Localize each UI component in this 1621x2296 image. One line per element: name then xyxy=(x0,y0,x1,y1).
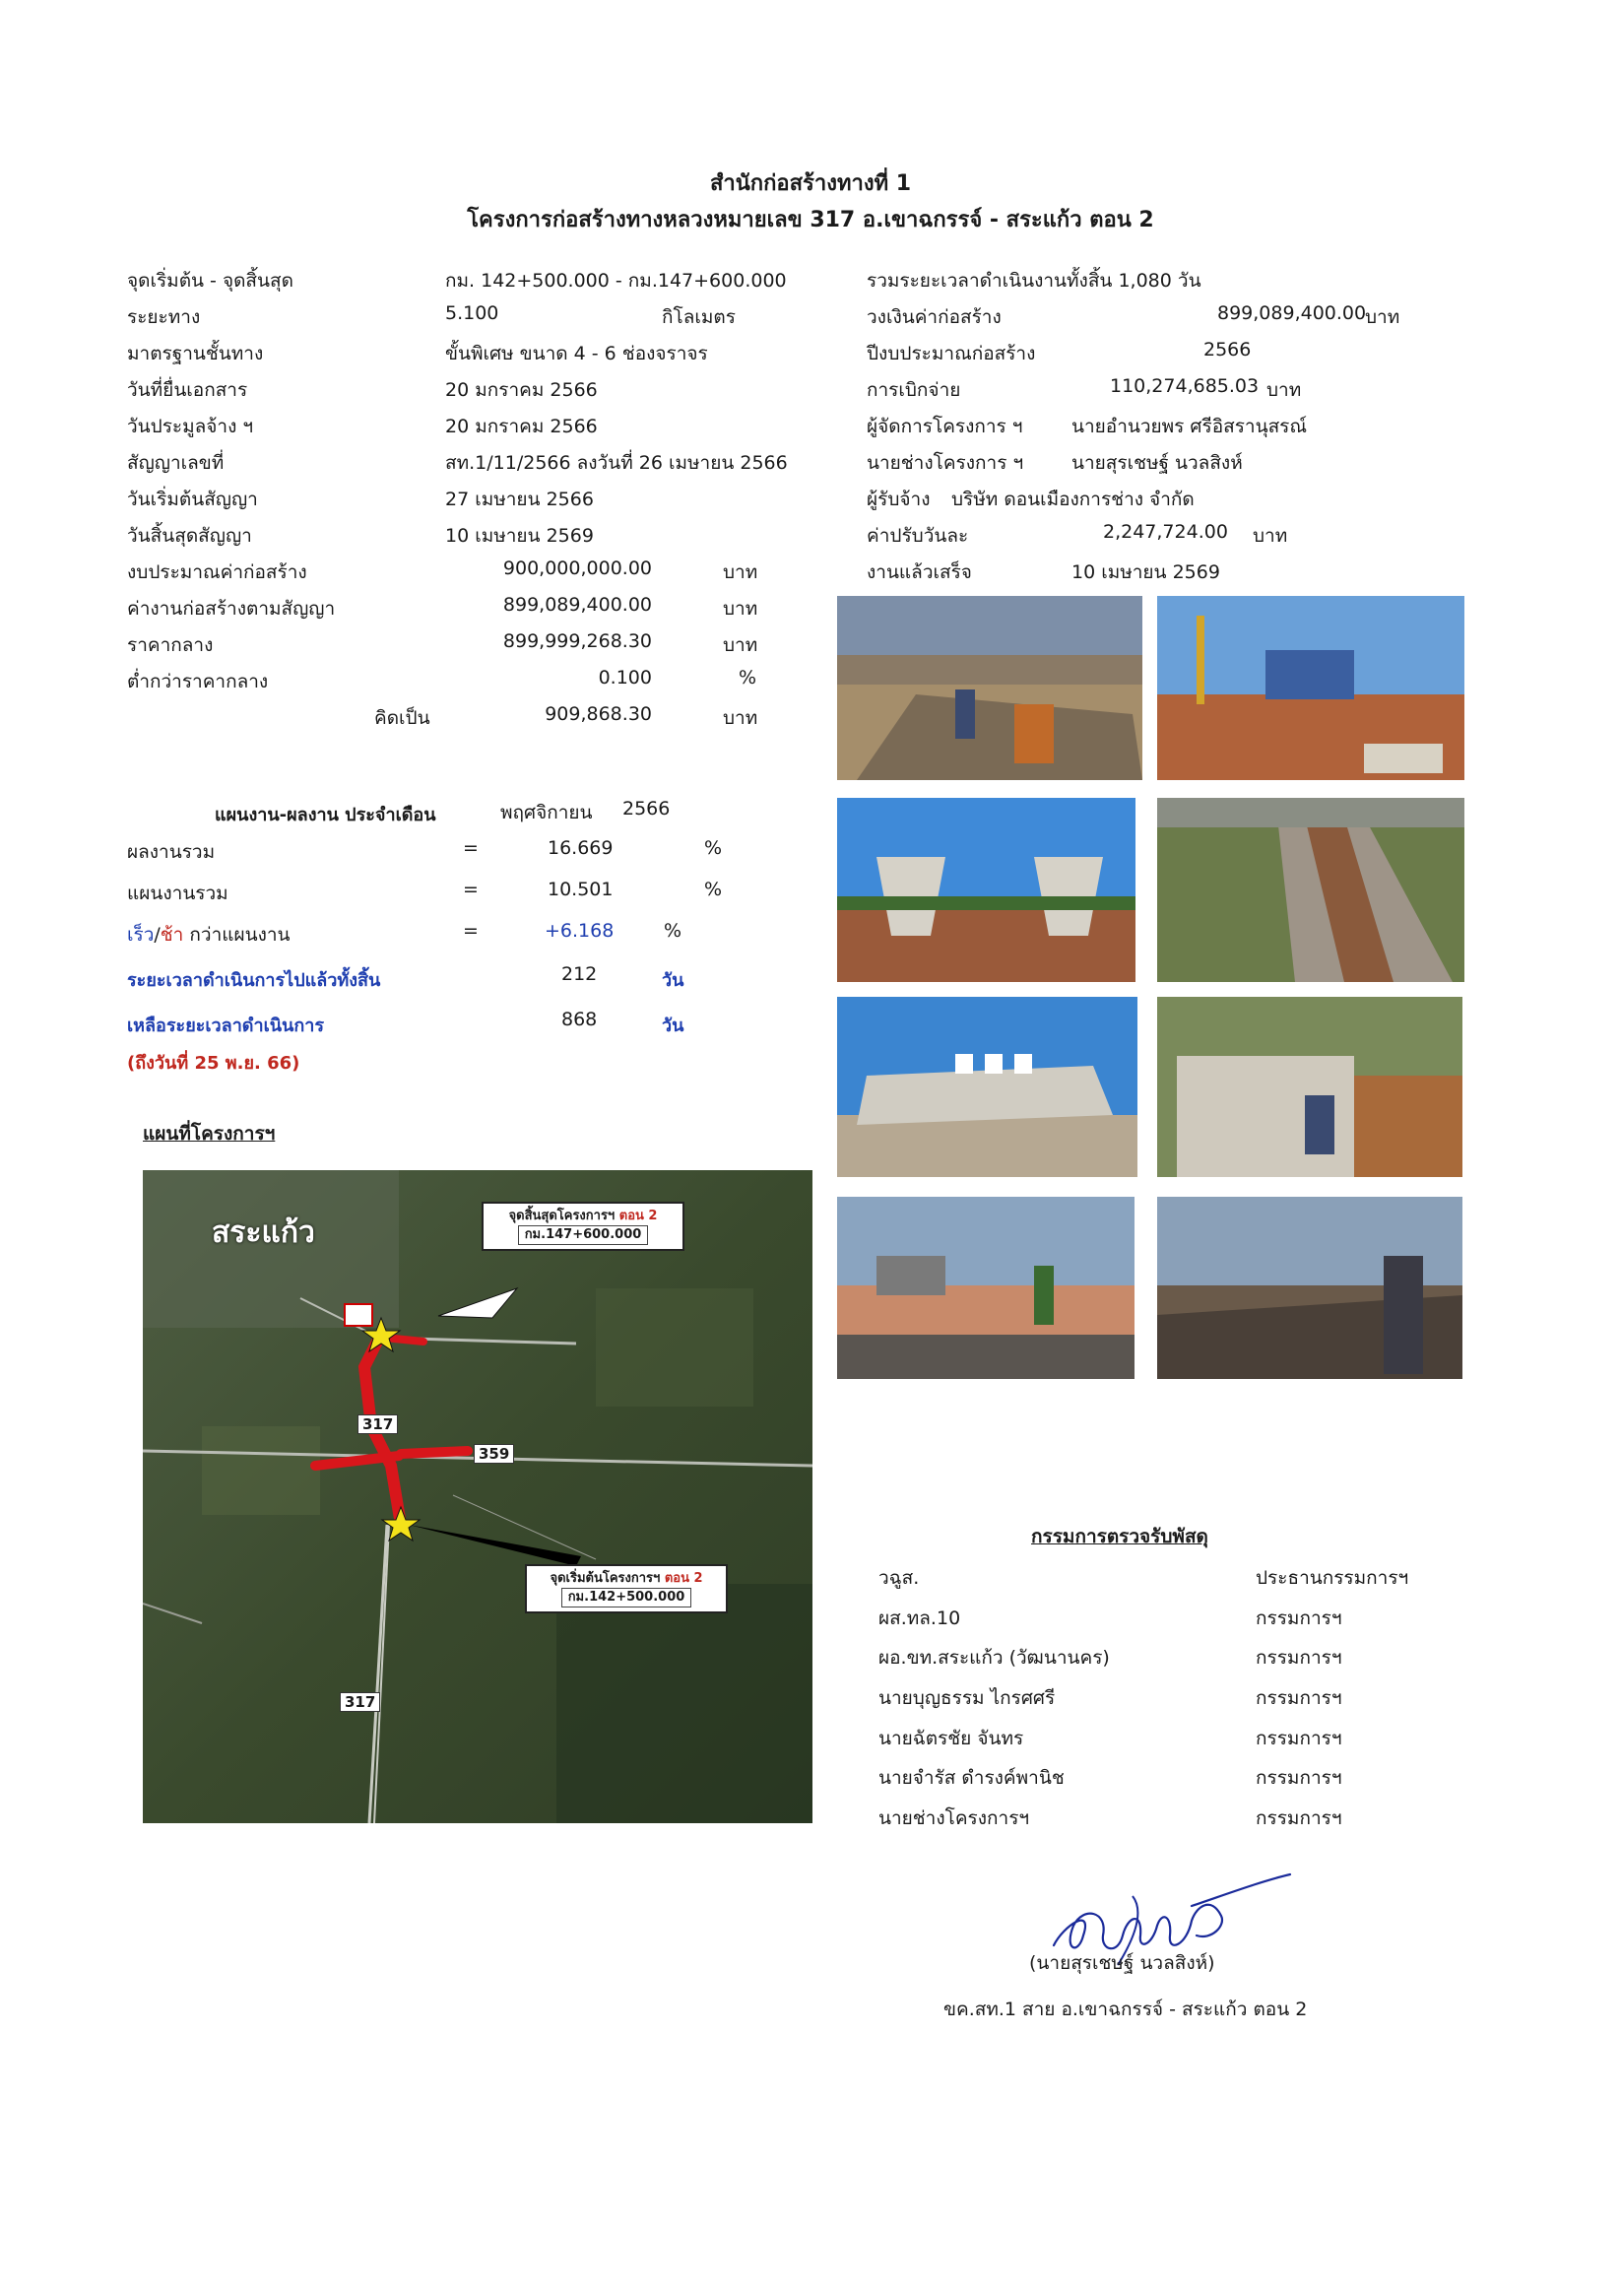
budget-unit: บาท xyxy=(723,634,758,656)
elapsed-label: ระยะเวลาดำเนินการไปแล้วทั้งสิ้น xyxy=(127,970,381,991)
progress-value: 10.501 xyxy=(548,879,614,900)
info-value: สท.1/11/2566 ลงวันที่ 26 เมษายน 2566 xyxy=(445,452,788,474)
budget-label: งบประมาณค่าก่อสร้าง xyxy=(127,561,307,583)
info-unit: บาท xyxy=(1253,525,1288,547)
committee-member-name: นายบุญธรรม ไกรศศรี xyxy=(878,1687,1056,1709)
budget-label: ต่ำกว่าราคากลาง xyxy=(127,671,269,692)
info-value: 2566 xyxy=(1203,339,1252,361)
info-label: ระยะทาง xyxy=(127,306,201,328)
progress-label: ผลงานรวม xyxy=(127,841,216,863)
info-label: มาตรฐานชั้นทาง xyxy=(127,343,264,364)
budget-value: 899,999,268.30 xyxy=(502,630,652,652)
budget-unit: % xyxy=(739,667,757,689)
construction-photo xyxy=(837,1197,1135,1379)
info-value: 2,247,724.00 xyxy=(1103,521,1228,543)
callout-title: จุดสิ้นสุดโครงการฯ xyxy=(508,1209,619,1223)
photo-image xyxy=(837,798,1135,982)
info-value: ขั้นพิเศษ ขนาด 4 - 6 ช่องจราจร xyxy=(445,343,708,364)
progress-eq: = xyxy=(463,837,479,859)
construction-photo xyxy=(837,997,1137,1177)
route-shield: 317 xyxy=(340,1692,380,1712)
info-label: รวมระยะเวลาดำเนินงานทั้งสิ้น 1,080 วัน xyxy=(867,270,1201,292)
slow-label: ช้า xyxy=(160,924,184,946)
info-value: 110,274,685.03 xyxy=(1110,375,1260,397)
info-label: การเบิกจ่าย xyxy=(867,379,961,401)
elapsed-unit: วัน xyxy=(662,970,684,991)
info-label: สัญญาเลขที่ xyxy=(127,452,225,474)
info-value: 10 เมษายน 2569 xyxy=(1071,561,1220,583)
budget-label: ค่างานก่อสร้างตามสัญญา xyxy=(127,598,336,620)
photo-image xyxy=(837,1197,1135,1379)
remain-label: เหลือระยะเวลาดำเนินการ xyxy=(127,1016,325,1036)
info-label: วันประมูลจ้าง ฯ xyxy=(127,416,254,437)
office-title: สำนักก่อสร้างทางที่ 1 xyxy=(709,171,912,196)
committee-member-role: กรรมการฯ xyxy=(1256,1607,1342,1629)
signatory-position: ขค.สท.1 สาย อ.เขาฉกรรจ์ - สระแก้ว ตอน 2 xyxy=(943,1999,1308,2020)
photo-image xyxy=(837,997,1137,1177)
committee-member-name: ผอ.ขท.สระแก้ว (วัฒนานคร) xyxy=(878,1647,1110,1669)
info-label: งานแล้วเสร็จ xyxy=(867,561,972,583)
info-value: 20 มกราคม 2566 xyxy=(445,379,598,401)
info-value: กม. 142+500.000 - กม.147+600.000 xyxy=(445,270,787,292)
construction-photo xyxy=(1157,596,1464,780)
progress-unit: % xyxy=(664,920,682,942)
route-shield: 359 xyxy=(474,1444,514,1464)
signatory-name: (นายสุรเชษฐ์ นวลสิงห์) xyxy=(1029,1952,1215,1974)
info-label: ปีงบประมาณก่อสร้าง xyxy=(867,343,1036,364)
photo-image xyxy=(1157,1197,1462,1379)
info-label: วงเงินค่าก่อสร้าง xyxy=(867,306,1002,328)
remain-value: 868 xyxy=(561,1009,598,1030)
info-label: วันเริ่มต้นสัญญา xyxy=(127,489,258,510)
photo-image xyxy=(1157,596,1464,780)
info-value: 20 มกราคม 2566 xyxy=(445,416,598,437)
progress-title: แผนงาน-ผลงาน ประจำเดือน xyxy=(215,805,436,825)
info-value: นายอำนวยพร ศรีอิสรานุสรณ์ xyxy=(1071,416,1307,437)
progress-eq: = xyxy=(463,920,479,942)
info-value: นายสุรเชษฐ์ นวลสิงห์ xyxy=(1071,452,1243,474)
info-label: วันที่ยื่นเอกสาร xyxy=(127,379,248,401)
callout-km: กม.147+600.000 xyxy=(518,1225,649,1245)
info-value: 10 เมษายน 2569 xyxy=(445,525,594,547)
info-unit: บาท xyxy=(1365,306,1400,328)
construction-photo xyxy=(837,596,1142,780)
budget-unit: บาท xyxy=(723,561,758,583)
budget-value: 0.100 xyxy=(598,667,652,689)
budget-label: คิดเป็น xyxy=(374,707,430,729)
progress-eq: = xyxy=(463,879,479,900)
progress-month: พฤศจิกายน xyxy=(500,802,593,823)
committee-member-role: กรรมการฯ xyxy=(1256,1767,1342,1789)
committee-member-name: นายฉัตรชัย จันทร xyxy=(878,1728,1024,1749)
committee-member-role: กรรมการฯ xyxy=(1256,1647,1342,1669)
callout-section: ตอน 2 xyxy=(618,1209,658,1223)
project-map xyxy=(143,1170,812,1823)
committee-member-role: กรรมการฯ xyxy=(1256,1807,1342,1829)
progress-year: 2566 xyxy=(622,798,671,820)
end-point-callout xyxy=(482,1202,684,1251)
info-label: ผู้รับจ้าง xyxy=(867,489,931,510)
progress-unit: % xyxy=(704,879,723,900)
info-label: จุดเริ่มต้น - จุดสิ้นสุด xyxy=(127,270,293,292)
elapsed-value: 212 xyxy=(561,963,598,985)
progress-diff-value: +6.168 xyxy=(545,920,615,942)
budget-value: 909,868.30 xyxy=(545,703,652,725)
info-value: 27 เมษายน 2566 xyxy=(445,489,594,510)
committee-member-name: วฉูส. xyxy=(878,1567,920,1589)
info-value: 899,089,400.00 xyxy=(1217,302,1367,324)
info-value: 5.100 xyxy=(445,302,499,324)
map-town-label: สระแก้ว xyxy=(212,1215,315,1250)
fast-slow-separator: / xyxy=(154,924,161,946)
map-heading: แผนที่โครงการฯ xyxy=(143,1123,276,1145)
budget-unit: บาท xyxy=(723,598,758,620)
start-point-callout xyxy=(525,1564,728,1613)
budget-value: 900,000,000.00 xyxy=(502,558,652,579)
committee-member-role: กรรมการฯ xyxy=(1256,1687,1342,1709)
project-title: โครงการก่อสร้างทางหลวงหมายเลข 317 อ.เขาฉกรรจ์ - สระแก้ว ตอน 2 xyxy=(467,208,1154,232)
photo-image xyxy=(837,596,1142,780)
committee-title: กรรมการตรวจรับพัสดุ xyxy=(1031,1526,1208,1547)
committee-member-role: ประธานกรรมการฯ xyxy=(1256,1567,1409,1589)
callout-km: กม.142+500.000 xyxy=(561,1588,692,1607)
committee-member-name: ผส.ทล.10 xyxy=(878,1607,961,1629)
as-of-date: (ถึงวันที่ 25 พ.ย. 66) xyxy=(127,1053,300,1074)
info-unit: บาท xyxy=(1266,379,1302,401)
construction-photo xyxy=(837,798,1135,982)
satellite-map-image xyxy=(143,1170,812,1823)
diff-label-rest: กว่าแผนงาน xyxy=(183,924,291,946)
fast-label: เร็ว xyxy=(127,924,155,946)
budget-value: 899,089,400.00 xyxy=(502,594,652,616)
committee-member-role: กรรมการฯ xyxy=(1256,1728,1342,1749)
progress-unit: % xyxy=(704,837,723,859)
info-label: ผู้จัดการโครงการ ฯ xyxy=(867,416,1023,437)
info-label: วันสิ้นสุดสัญญา xyxy=(127,525,252,547)
budget-unit: บาท xyxy=(723,707,758,729)
construction-photo xyxy=(1157,798,1464,982)
remain-unit: วัน xyxy=(662,1016,684,1036)
committee-member-name: นายช่างโครงการฯ xyxy=(878,1807,1030,1829)
callout-title: จุดเริ่มต้นโครงการฯ xyxy=(550,1571,665,1586)
progress-diff-label xyxy=(127,920,291,950)
photo-image xyxy=(1157,798,1464,982)
progress-value: 16.669 xyxy=(548,837,614,859)
progress-label: แผนงานรวม xyxy=(127,883,228,904)
info-label: ค่าปรับวันละ xyxy=(867,525,969,547)
callout-section: ตอน 2 xyxy=(664,1571,703,1586)
budget-label: ราคากลาง xyxy=(127,634,214,656)
photo-image xyxy=(1157,997,1462,1177)
info-unit: กิโลเมตร xyxy=(662,306,736,328)
info-value: บริษัท ดอนเมืองการช่าง จำกัด xyxy=(951,489,1195,510)
route-shield: 317 xyxy=(357,1414,398,1434)
construction-photo xyxy=(1157,997,1462,1177)
construction-photo xyxy=(1157,1197,1462,1379)
info-label: นายช่างโครงการ ฯ xyxy=(867,452,1024,474)
committee-member-name: นายจำรัส ดำรงค์พานิช xyxy=(878,1767,1065,1789)
